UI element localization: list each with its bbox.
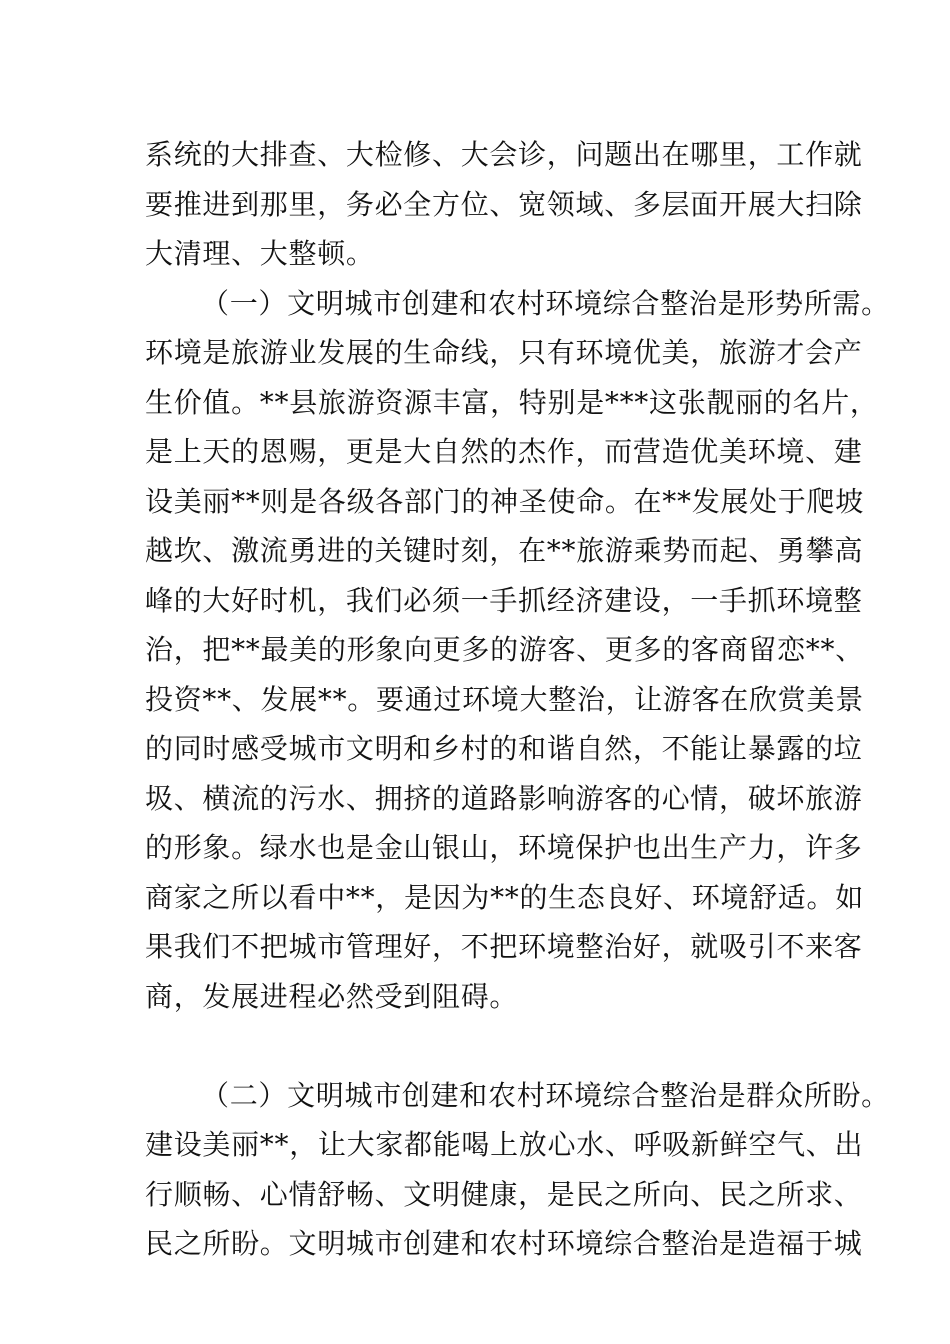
text-line: 峰的大好时机，我们必须一手抓经济建设，一手抓环境整 <box>145 583 863 617</box>
text-line: 商家之所以看中**，是因为**的生态良好、环境舒适。如 <box>145 880 864 914</box>
text-line: 是上天的恩赐，更是大自然的杰作，而营造优美环境、建 <box>145 435 863 468</box>
text-line: 商，发展进程必然受到阻碍。 <box>145 979 519 1013</box>
text-line: 民之所盼。文明城市创建和农村环境综合整治是造福于城 <box>145 1227 863 1260</box>
text-line: 治，把**最美的形象向更多的游客、更多的客商留恋**、 <box>145 633 864 666</box>
section-heading-line: （一）文明城市创建和农村环境综合整治是形势所需。 <box>201 286 890 320</box>
text-line: 圾、横流的污水、拥挤的道路影响游客的心情，破坏旅游 <box>145 781 863 815</box>
text-line: 的同时感受城市文明和乡村的和谐自然，不能让暴露的垃 <box>145 732 863 765</box>
text-line: 越坎、激流勇进的关键时刻，在**旅游乘势而起、勇攀高 <box>145 534 864 567</box>
document-body <box>145 130 890 1269</box>
paragraph-section-1 <box>145 279 890 1071</box>
text-line <box>145 1021 810 1071</box>
text-line: 行顺畅、心情舒畅、文明健康，是民之所向、民之所求、 <box>145 1177 863 1211</box>
text-line: 果我们不把城市管理好，不把环境整治好，就吸引不来客 <box>145 930 863 963</box>
text-line: 生价值。**县旅游资源丰富，特别是***这张靓丽的名片， <box>145 385 879 419</box>
text-line: 系统的大排查、大检修、大会诊，问题出在哪里，工作就 <box>145 138 863 171</box>
text-line: 大清理、大整顿。 <box>145 237 375 270</box>
text-line: 要推进到那里，务必全方位、宽领域、多层面开展大扫除 <box>145 187 863 221</box>
section-heading-line: （二）文明城市创建和农村环境综合整治是群众所盼。 <box>201 1078 890 1112</box>
text-line: 环境是旅游业发展的生命线，只有环境优美，旅游才会产 <box>145 336 863 369</box>
text-line: 建设美丽**，让大家都能喝上放心水、呼吸新鲜空气、出 <box>145 1128 864 1161</box>
paragraph-section-2 <box>145 1071 890 1269</box>
text-line: 投资**、发展**。要通过环境大整治，让游客在欣赏美景 <box>145 682 864 716</box>
text-line: 的形象。绿水也是金山银山，环境保护也出生产力，许多 <box>145 831 863 864</box>
text-line: 设美丽**则是各级各部门的神圣使命。在**发展处于爬坡 <box>145 484 864 518</box>
paragraph-continuation <box>145 130 863 279</box>
